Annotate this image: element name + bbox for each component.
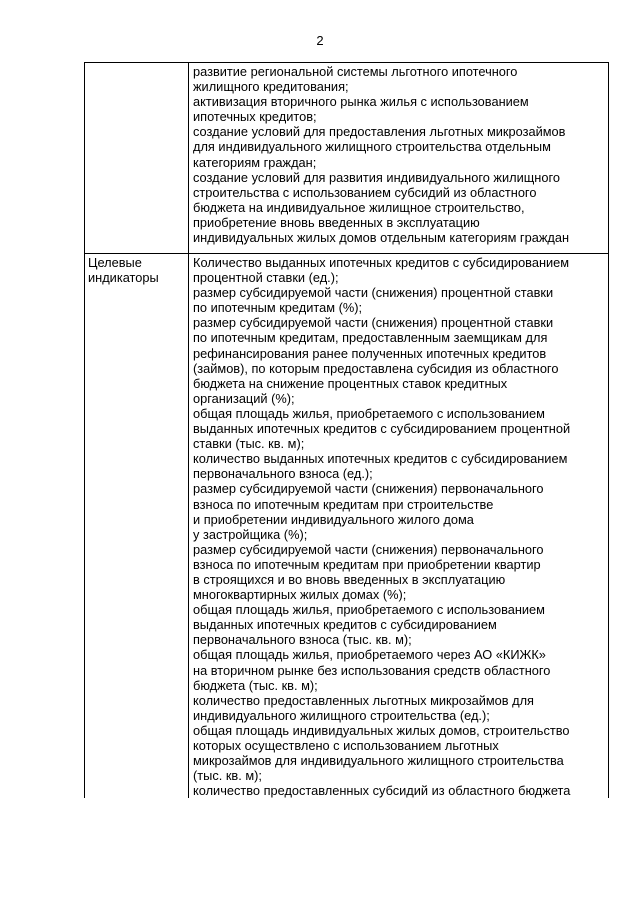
table-row: [85, 254, 609, 799]
text-line: строительства с использованием субсидий из областного: [193, 184, 537, 200]
text-line: на вторичном рынке без использования средств областного: [193, 662, 551, 678]
text-line: развитие региональной системы льготного ипотечного: [193, 64, 518, 79]
program-passport-table: [84, 62, 609, 798]
text-line: индивидуального жилищного строительства (ед.);: [193, 707, 490, 723]
text-line: первоначального взноса (тыс. кв. м);: [193, 632, 412, 648]
text-line: выданных ипотечных кредитов с субсидированием: [193, 617, 497, 633]
text-line: микрозаймов для индивидуального жилищного строительства: [193, 753, 564, 769]
text-line: выданных ипотечных кредитов с субсидированием процентной: [193, 421, 571, 437]
text-line: приобретение вновь введенных в эксплуатацию: [193, 214, 480, 230]
table-row: [85, 63, 609, 254]
text-line: ипотечных кредитов;: [193, 109, 317, 125]
text-line: размер субсидируемой части (снижения) первоначального: [193, 481, 544, 497]
text-line: создание условий для предоставления льготных микрозаймов: [193, 124, 566, 140]
text-line: (тыс. кв. м);: [193, 768, 262, 784]
text-line: (займов), по которым предоставлена субсидия из областного: [193, 360, 559, 376]
text-line: бюджета (тыс. кв. м);: [193, 677, 318, 693]
text-line: по ипотечным кредитам (%);: [193, 300, 363, 316]
text-line: организаций (%);: [193, 390, 295, 406]
text-line: размер субсидируемой части (снижения) первоначального: [193, 541, 544, 557]
text-line: индивидуальных жилых домов отдельным категориям граждан: [193, 230, 570, 246]
text-line: активизация вторичного рынка жилья с использованием: [193, 94, 529, 110]
text-line: бюджета на индивидуальное жилищное строительство,: [193, 199, 525, 215]
text-line: количество предоставленных субсидий из областного бюджета: [193, 783, 571, 799]
text-line: в строящихся и во вновь введенных в эксплуатацию: [193, 571, 506, 587]
text-line: общая площадь жилья, приобретаемого с использованием: [193, 405, 545, 421]
row-content-cell: [189, 254, 609, 799]
text-line: общая площадь жилья, приобретаемого с использованием: [193, 602, 545, 618]
row-content-cell: [189, 63, 609, 254]
text-line: общая площадь индивидуальных жилых домов, строительство: [193, 722, 570, 738]
row-label-cell: [85, 63, 189, 254]
text-line: которых осуществлено с использованием льготных: [193, 738, 499, 753]
text-line: у застройщика (%);: [193, 526, 308, 542]
page-number: 2: [316, 33, 324, 48]
text-line: первоначального взноса (ед.);: [193, 466, 373, 482]
text-line: количество выданных ипотечных кредитов с субсидированием: [193, 451, 568, 467]
text-line: создание условий для развития индивидуального жилищного: [193, 169, 560, 185]
row-label-line: Целевые: [88, 255, 142, 270]
row-label-cell: [85, 254, 189, 799]
text-line: жилищного кредитования;: [193, 79, 349, 95]
text-line: процентной ставки (ед.);: [193, 270, 339, 286]
text-line: количество предоставленных льготных микрозаймов для: [193, 692, 534, 708]
text-line: для индивидуального жилищного строительства отдельным: [193, 139, 551, 155]
text-line: многоквартирных жилых домах (%);: [193, 587, 407, 603]
text-line: размер субсидируемой части (снижения) процентной ставки: [193, 315, 554, 331]
row-label-line: индикаторы: [88, 270, 159, 286]
text-line: взноса по ипотечным кредитам при приобретении квартир: [193, 556, 541, 572]
text-line: и приобретении индивидуального жилого дома: [193, 511, 474, 527]
text-line: взноса по ипотечным кредитам при строительстве: [193, 496, 494, 512]
text-line: размер субсидируемой части (снижения) процентной ставки: [193, 285, 554, 301]
text-line: по ипотечным кредитам, предоставленным заемщикам для: [193, 330, 548, 346]
text-line: Количество выданных ипотечных кредитов с субсидированием: [193, 255, 570, 270]
text-line: рефинансирования ранее полученных ипотечных кредитов: [193, 345, 547, 361]
text-line: категориям граждан;: [193, 154, 317, 170]
text-line: бюджета на снижение процентных ставок кредитных: [193, 375, 508, 391]
text-line: общая площадь жилья, приобретаемого через АО «КИЖК»: [193, 647, 546, 663]
text-line: ставки (тыс. кв. м);: [193, 436, 305, 452]
